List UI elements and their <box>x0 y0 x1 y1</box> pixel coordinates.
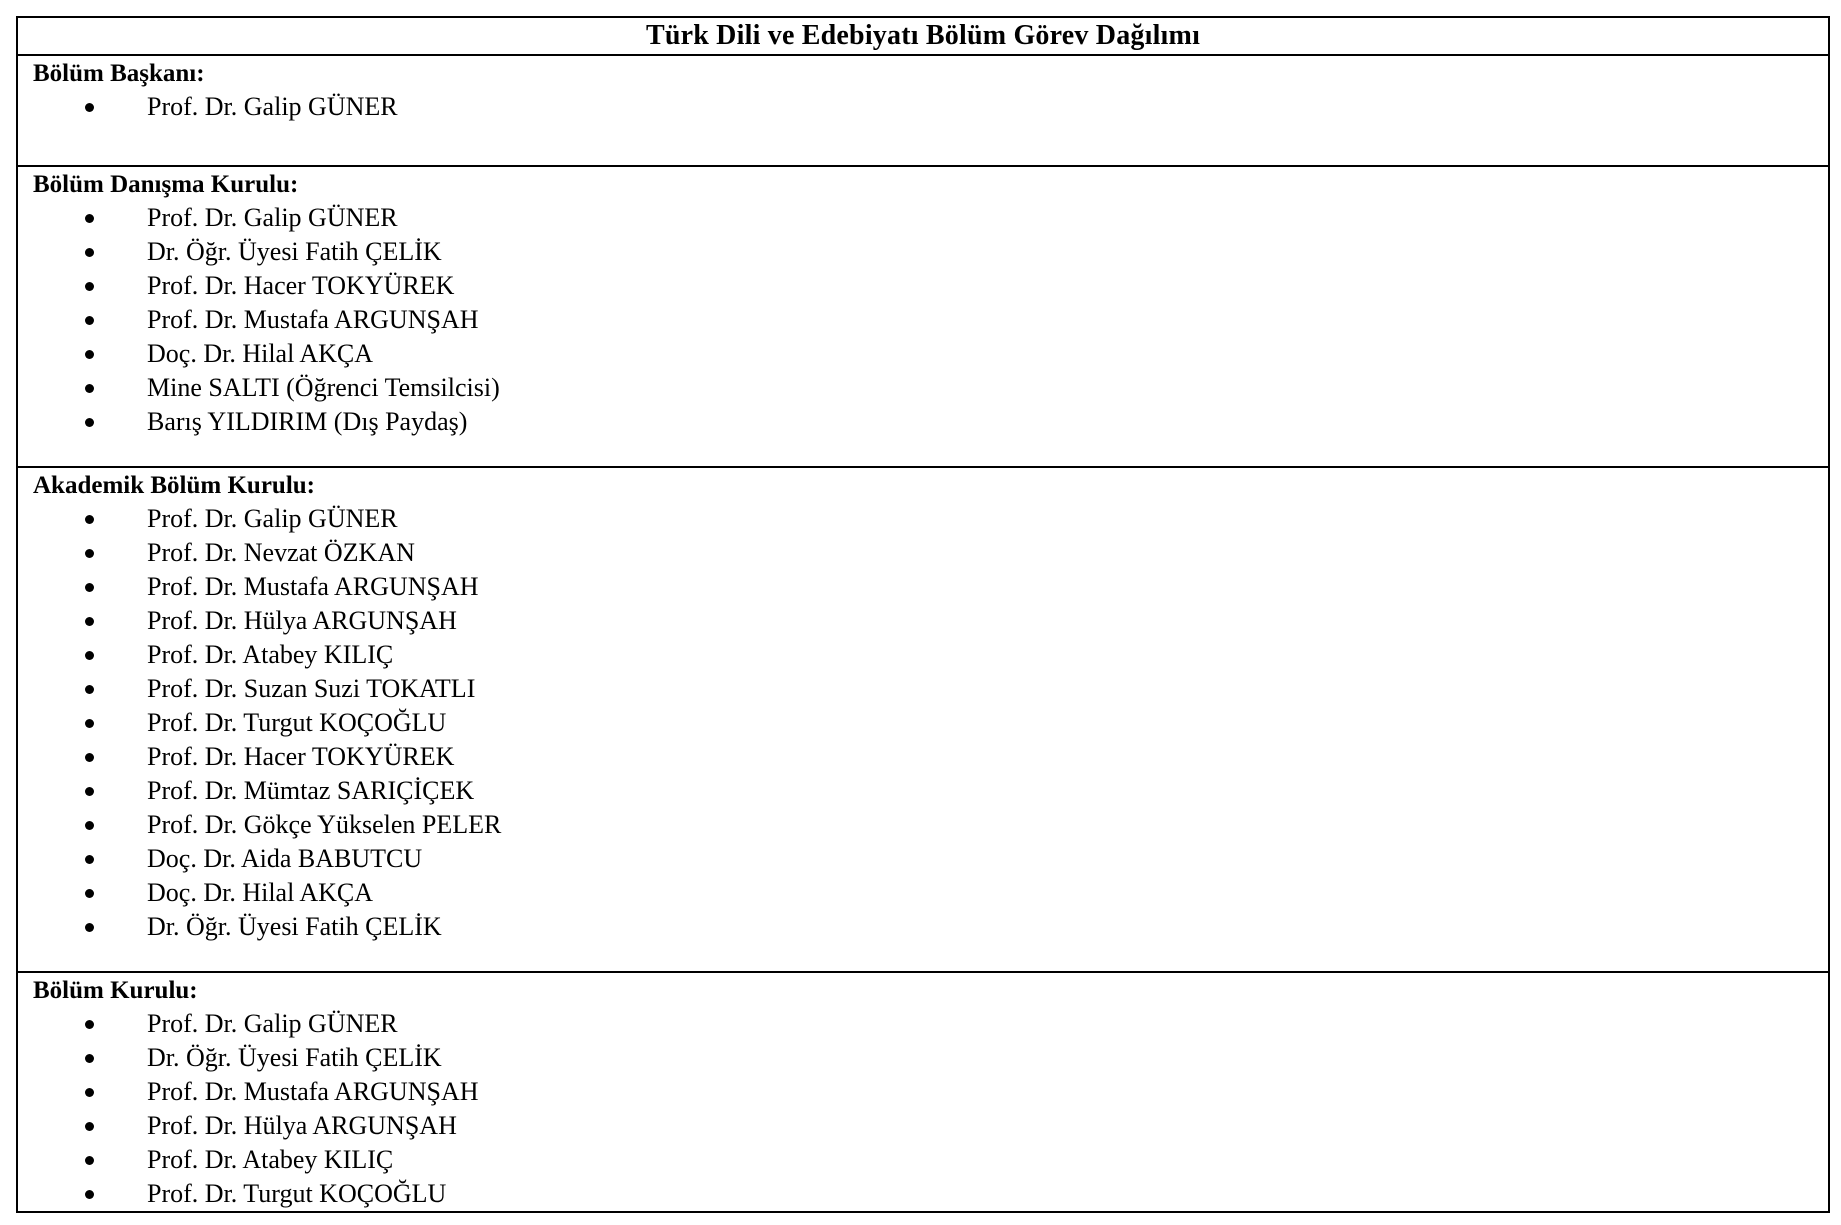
bullet-icon <box>85 685 94 694</box>
member-name: Prof. Dr. Nevzat ÖZKAN <box>147 538 415 568</box>
list-item <box>33 876 1828 910</box>
list-item <box>33 910 1828 944</box>
list-item <box>33 570 1828 604</box>
bullet-icon <box>85 350 94 359</box>
list-item <box>33 405 1828 439</box>
section-title: Bölüm Danışma Kurulu: <box>33 171 299 199</box>
bullet-icon <box>85 549 94 558</box>
member-name: Prof. Dr. Galip GÜNER <box>147 203 398 233</box>
bullet-icon <box>85 753 94 762</box>
bullet-icon <box>85 418 94 427</box>
member-name: Prof. Dr. Turgut KOÇOĞLU <box>147 708 447 738</box>
list-item <box>33 1007 1828 1041</box>
member-name: Dr. Öğr. Üyesi Fatih ÇELİK <box>147 912 442 942</box>
list-item <box>33 337 1828 371</box>
bullet-icon <box>85 1190 94 1199</box>
list-item <box>33 90 1828 124</box>
bullet-icon <box>85 515 94 524</box>
list-item <box>33 774 1828 808</box>
bullet-icon <box>85 282 94 291</box>
member-name: Barış YILDIRIM (Dış Paydaş) <box>147 407 468 437</box>
document-title: Türk Dili ve Edebiyatı Bölüm Görev Dağılımı <box>18 18 1828 56</box>
member-list <box>33 1007 1828 1211</box>
list-item <box>33 672 1828 706</box>
bullet-icon <box>85 617 94 626</box>
bullet-icon <box>85 214 94 223</box>
member-name: Prof. Dr. Mümtaz SARIÇİÇEK <box>147 776 475 806</box>
section-academic-board <box>18 468 1828 973</box>
bullet-icon <box>85 583 94 592</box>
list-item <box>33 706 1828 740</box>
section-department-board <box>18 973 1828 1211</box>
member-name: Doç. Dr. Aida BABUTCU <box>147 844 423 874</box>
list-item <box>33 1075 1828 1109</box>
member-list <box>33 90 1828 124</box>
assignment-table <box>16 16 1830 1213</box>
list-item <box>33 1143 1828 1177</box>
list-item <box>33 502 1828 536</box>
member-name: Prof. Dr. Hacer TOKYÜREK <box>147 271 455 301</box>
bullet-icon <box>85 651 94 660</box>
list-item <box>33 1041 1828 1075</box>
member-name: Mine SALTI (Öğrenci Temsilcisi) <box>147 373 500 403</box>
member-name: Prof. Dr. Galip GÜNER <box>147 504 398 534</box>
member-name: Dr. Öğr. Üyesi Fatih ÇELİK <box>147 237 442 267</box>
section-title: Bölüm Kurulu: <box>33 976 198 1004</box>
list-item <box>33 1109 1828 1143</box>
member-name: Prof. Dr. Atabey KILIÇ <box>147 640 394 670</box>
member-name: Prof. Dr. Hacer TOKYÜREK <box>147 742 455 772</box>
member-name: Prof. Dr. Atabey KILIÇ <box>147 1144 394 1174</box>
bullet-icon <box>85 821 94 830</box>
bullet-icon <box>85 103 94 112</box>
member-name: Prof. Dr. Mustafa ARGUNŞAH <box>147 1076 479 1106</box>
member-name: Prof. Dr. Hülya ARGUNŞAH <box>147 606 457 636</box>
member-name: Prof. Dr. Galip GÜNER <box>147 1008 398 1038</box>
member-name: Prof. Dr. Gökçe Yükselen PELER <box>147 810 502 840</box>
list-item <box>33 638 1828 672</box>
bullet-icon <box>85 855 94 864</box>
list-item <box>33 235 1828 269</box>
member-name: Doç. Dr. Hilal AKÇA <box>147 339 374 369</box>
bullet-icon <box>85 316 94 325</box>
list-item <box>33 604 1828 638</box>
member-name: Prof. Dr. Mustafa ARGUNŞAH <box>147 572 479 602</box>
member-name: Prof. Dr. Suzan Suzi TOKATLI <box>147 674 476 704</box>
member-name: Dr. Öğr. Üyesi Fatih ÇELİK <box>147 1042 442 1072</box>
member-name: Prof. Dr. Turgut KOÇOĞLU <box>147 1178 447 1208</box>
bullet-icon <box>85 889 94 898</box>
bullet-icon <box>85 384 94 393</box>
list-item <box>33 842 1828 876</box>
bullet-icon <box>85 923 94 932</box>
list-item <box>33 303 1828 337</box>
section-title: Akademik Bölüm Kurulu: <box>33 472 316 500</box>
member-name: Prof. Dr. Mustafa ARGUNŞAH <box>147 305 479 335</box>
member-name: Prof. Dr. Hülya ARGUNŞAH <box>147 1110 457 1140</box>
bullet-icon <box>85 248 94 257</box>
list-item <box>33 201 1828 235</box>
list-item <box>33 808 1828 842</box>
bullet-icon <box>85 1088 94 1097</box>
member-list <box>33 201 1828 439</box>
bullet-icon <box>85 1122 94 1131</box>
bullet-icon <box>85 1156 94 1165</box>
section-advisory-board <box>18 167 1828 468</box>
bullet-icon <box>85 1020 94 1029</box>
member-name: Doç. Dr. Hilal AKÇA <box>147 878 374 908</box>
bullet-icon <box>85 1054 94 1063</box>
list-item <box>33 1177 1828 1211</box>
list-item <box>33 269 1828 303</box>
list-item <box>33 740 1828 774</box>
section-title: Bölüm Başkanı: <box>33 59 205 87</box>
member-name: Prof. Dr. Galip GÜNER <box>147 91 398 121</box>
member-list <box>33 502 1828 944</box>
list-item <box>33 536 1828 570</box>
list-item <box>33 371 1828 405</box>
section-department-head <box>18 56 1828 168</box>
bullet-icon <box>85 787 94 796</box>
bullet-icon <box>85 719 94 728</box>
